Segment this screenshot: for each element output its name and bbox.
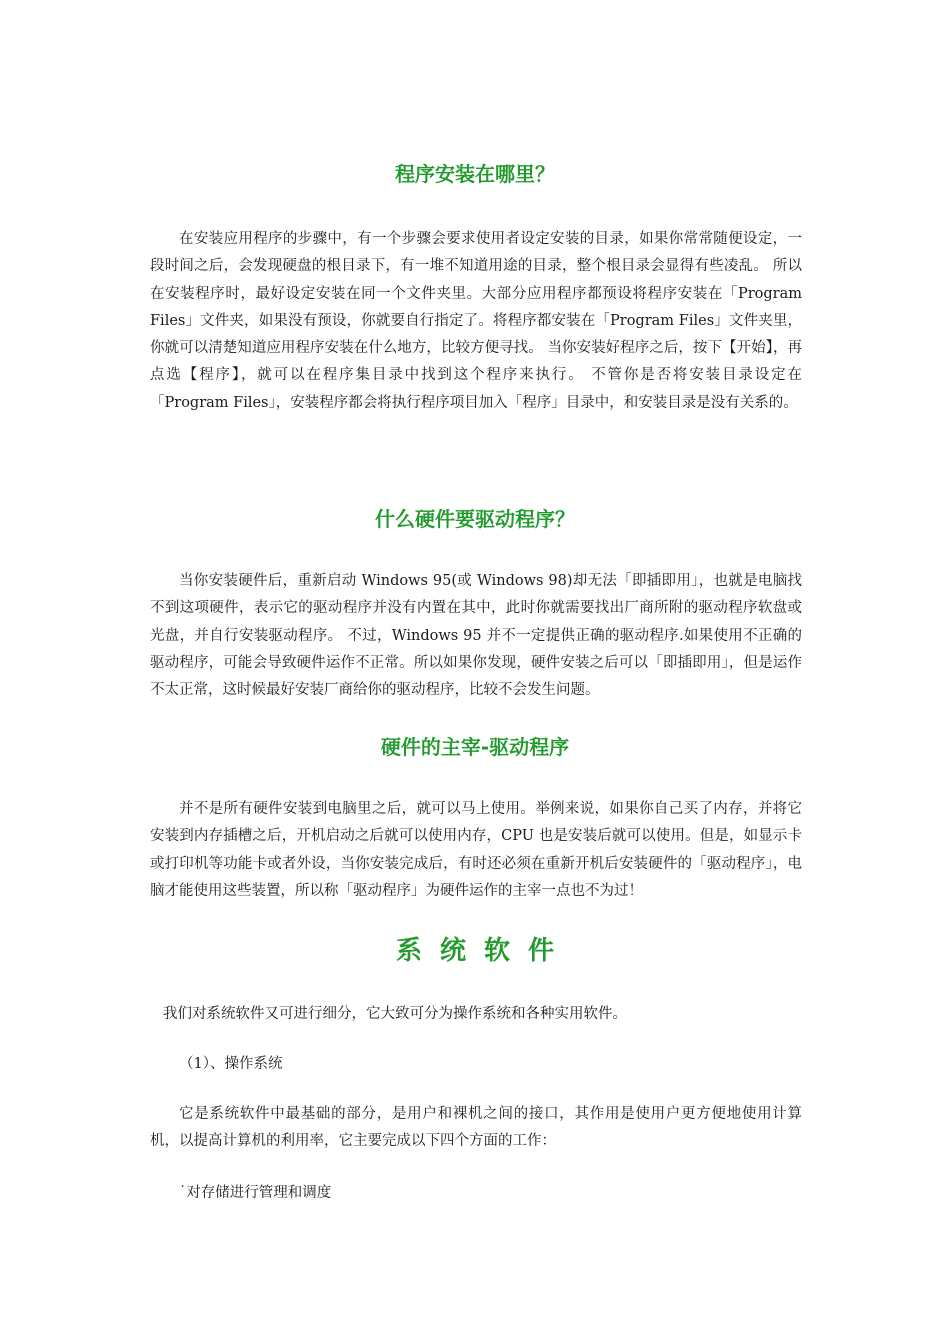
section-title-driver-master: 硬件的主宰-驱动程序 (380, 735, 570, 759)
paragraph-system-software-intro: 我们对系统软件又可进行细分，它大致可分为操作系统和各种实用软件。 (163, 1006, 627, 1022)
paragraph-install-location: 在安装应用程序的步骤中，有一个步骤会要求使用者设定安装的目录，如果你常常随便设定，一段时间之后，会发现硬盘的根目录下，有一堆不知道用途的目录，整个根目录会显得有些凌乱。 所以在安装程序时，最好设定安装在同一个文件夹里。大部分应用程序都预设将程序安装在「Program Files」文件夹，如果没有预设，你就要自行指定了。将程序都安装在「Program Files」文件夹里，你就可以清楚知道应用程序安装在什么地方，比较方便寻找。 当你安装好程序之后，按下【开始】，再点选【程序】，就可以在程序集目录中找到这个程序来执行。 不管你是否将安装目录设定在「Program Files」，安装程序都会将执行程序项目加入「程序」目录中，和安装目录是没有关系的。 (150, 231, 802, 411)
list-heading-operating-system: （1）、操作系统 (179, 1056, 283, 1072)
paragraph-operating-system: 它是系统软件中最基础的部分，是用户和裸机之间的接口，其作用是使用户更方便地使用计算机，以提高计算机的利用率，它主要完成以下四个方面的工作： (150, 1106, 802, 1150)
section-title-install-location: 程序安装在哪里？ (395, 162, 555, 186)
list-item-storage-management: ˙对存储进行管理和调度 (179, 1185, 332, 1201)
section-title-system-software: 系统软件 (395, 936, 572, 966)
section-title-driver-needed: 什么硬件要驱动程序？ (375, 507, 575, 531)
paragraph-driver-needed: 当你安装硬件后，重新启动 Windows 95(或 Windows 98)却无法「即插即用」，也就是电脑找不到这项硬件，表示它的驱动程序并没有内置在其中，此时你就需要找出厂商所附的驱动程序软盘或光盘，并自行安装驱动程序。 不过，Windows 95 并不一定提供正确的驱动程序.如果使用不正确的驱动程序，可能会导致硬件运作不正常。所以如果你发现，硬件安装之后可以「即插即用」，但是运作不太正常，这时候最好安装厂商给你的驱动程序，比较不会发生问题。 (150, 573, 802, 699)
paragraph-driver-master: 并不是所有硬件安装到电脑里之后，就可以马上使用。举例来说，如果你自己买了内存，并将它安装到内存插槽之后，开机启动之后就可以使用内存，CPU 也是安装后就可以使用。但是，如显示卡或打印机等功能卡或者外设，当你安装完成后，有时还必须在重新开机后安装硬件的「驱动程序」，电脑才能使用这些装置，所以称「驱动程序」为硬件运作的主宰一点也不为过！ (150, 801, 802, 899)
